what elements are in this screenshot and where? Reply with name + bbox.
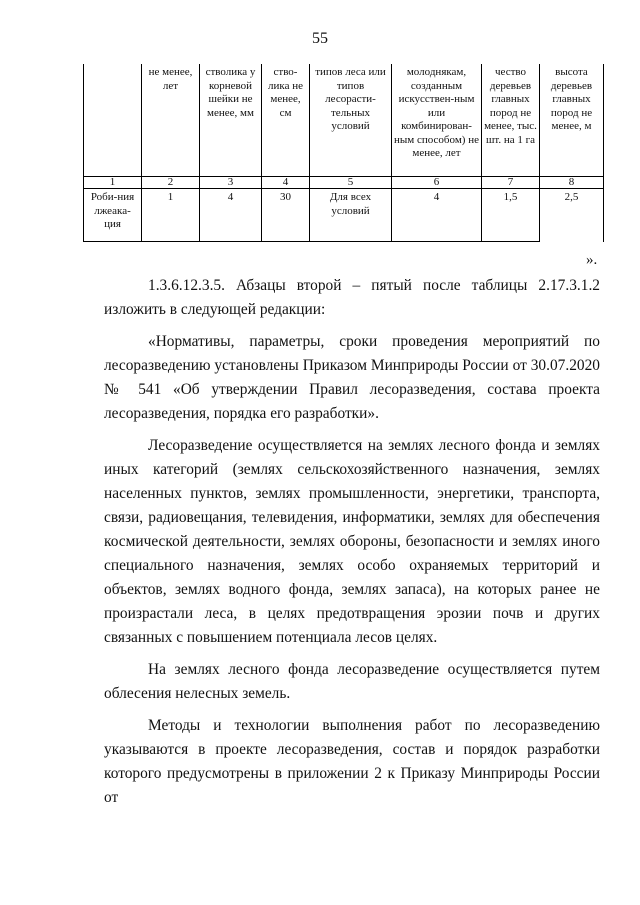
page-number: 55 bbox=[312, 30, 328, 47]
table-cell: Для всех условий bbox=[310, 189, 392, 242]
header-cell: ство-лика не менее, см bbox=[262, 64, 310, 177]
header-cell: чество деревьев главных пород не менее, тыс. шт. на 1 га bbox=[482, 64, 540, 177]
paragraph: Лесоразведение осуществляется на землях лесного фонда и землях иных категорий (землях сельскохозяйственного назначения, землях населенных пунктов, землях промышленности, энергетики, транспорта, связи, радиовещания, телевидения, информатики, землях для обеспечения космической деятельности, землях обороны, безопасности и землях иного специального назначения, землях особо охраняемых территорий и объектов, землях водного фонда, землях запаса), на которых ранее не произрастали леса, в целях предотвращения эрозии почв и других связанных с повышением потенциала лесов целях. bbox=[104, 437, 600, 646]
column-number: 4 bbox=[262, 177, 310, 189]
table-header-row bbox=[84, 64, 604, 177]
column-number: 8 bbox=[540, 177, 604, 189]
table-cell: 2,5 bbox=[540, 189, 604, 242]
header-cell bbox=[84, 64, 142, 177]
header-cell: типов леса или типов лесорасти-тельных условий bbox=[310, 64, 392, 177]
paragraph: «Нормативы, параметры, сроки проведения мероприятий по лесоразведению установлены Приказом Минприроды России от 30.07.2020 № 541 «Об утверждении Правил лесоразведения, состава проекта лесоразведения, порядка его разработки». bbox=[104, 333, 600, 422]
forestry-norms-table bbox=[83, 64, 604, 242]
body-text bbox=[104, 274, 600, 818]
paragraph: Методы и технологии выполнения работ по лесоразведению указываются в проекте лесоразведения, состав и порядок разработки которого предусмотрены в приложении 2 к Приказу Минприроды России от bbox=[104, 717, 600, 806]
header-cell: высота деревьев главных пород не менее, м bbox=[540, 64, 604, 177]
header-cell: не менее, лет bbox=[142, 64, 200, 177]
table-cell: 1,5 bbox=[482, 189, 540, 242]
table-cell: 4 bbox=[392, 189, 482, 242]
paragraph: 1.3.6.12.3.5. Абзацы второй – пятый после таблицы 2.17.3.1.2 изложить в следующей редакции: bbox=[104, 277, 600, 318]
table-closing-quote: ». bbox=[586, 252, 598, 268]
column-number: 3 bbox=[200, 177, 262, 189]
table-cell: 1 bbox=[142, 189, 200, 242]
column-number-row bbox=[84, 177, 604, 189]
table-cell: 4 bbox=[200, 189, 262, 242]
column-number: 6 bbox=[392, 177, 482, 189]
table-cell: 30 bbox=[262, 189, 310, 242]
column-number: 1 bbox=[84, 177, 142, 189]
species-cell: Роби-ния лжеака-ция bbox=[84, 189, 142, 242]
table-row bbox=[84, 189, 604, 242]
column-number: 5 bbox=[310, 177, 392, 189]
header-cell: стволика у корневой шейки не менее, мм bbox=[200, 64, 262, 177]
header-cell: молоднякам, созданным искусствен-ным или комбинирован-ным способом) не менее, лет bbox=[392, 64, 482, 177]
paragraph: На землях лесного фонда лесоразведение осуществляется путем облесения нелесных земель. bbox=[104, 661, 600, 702]
column-number: 2 bbox=[142, 177, 200, 189]
column-number: 7 bbox=[482, 177, 540, 189]
